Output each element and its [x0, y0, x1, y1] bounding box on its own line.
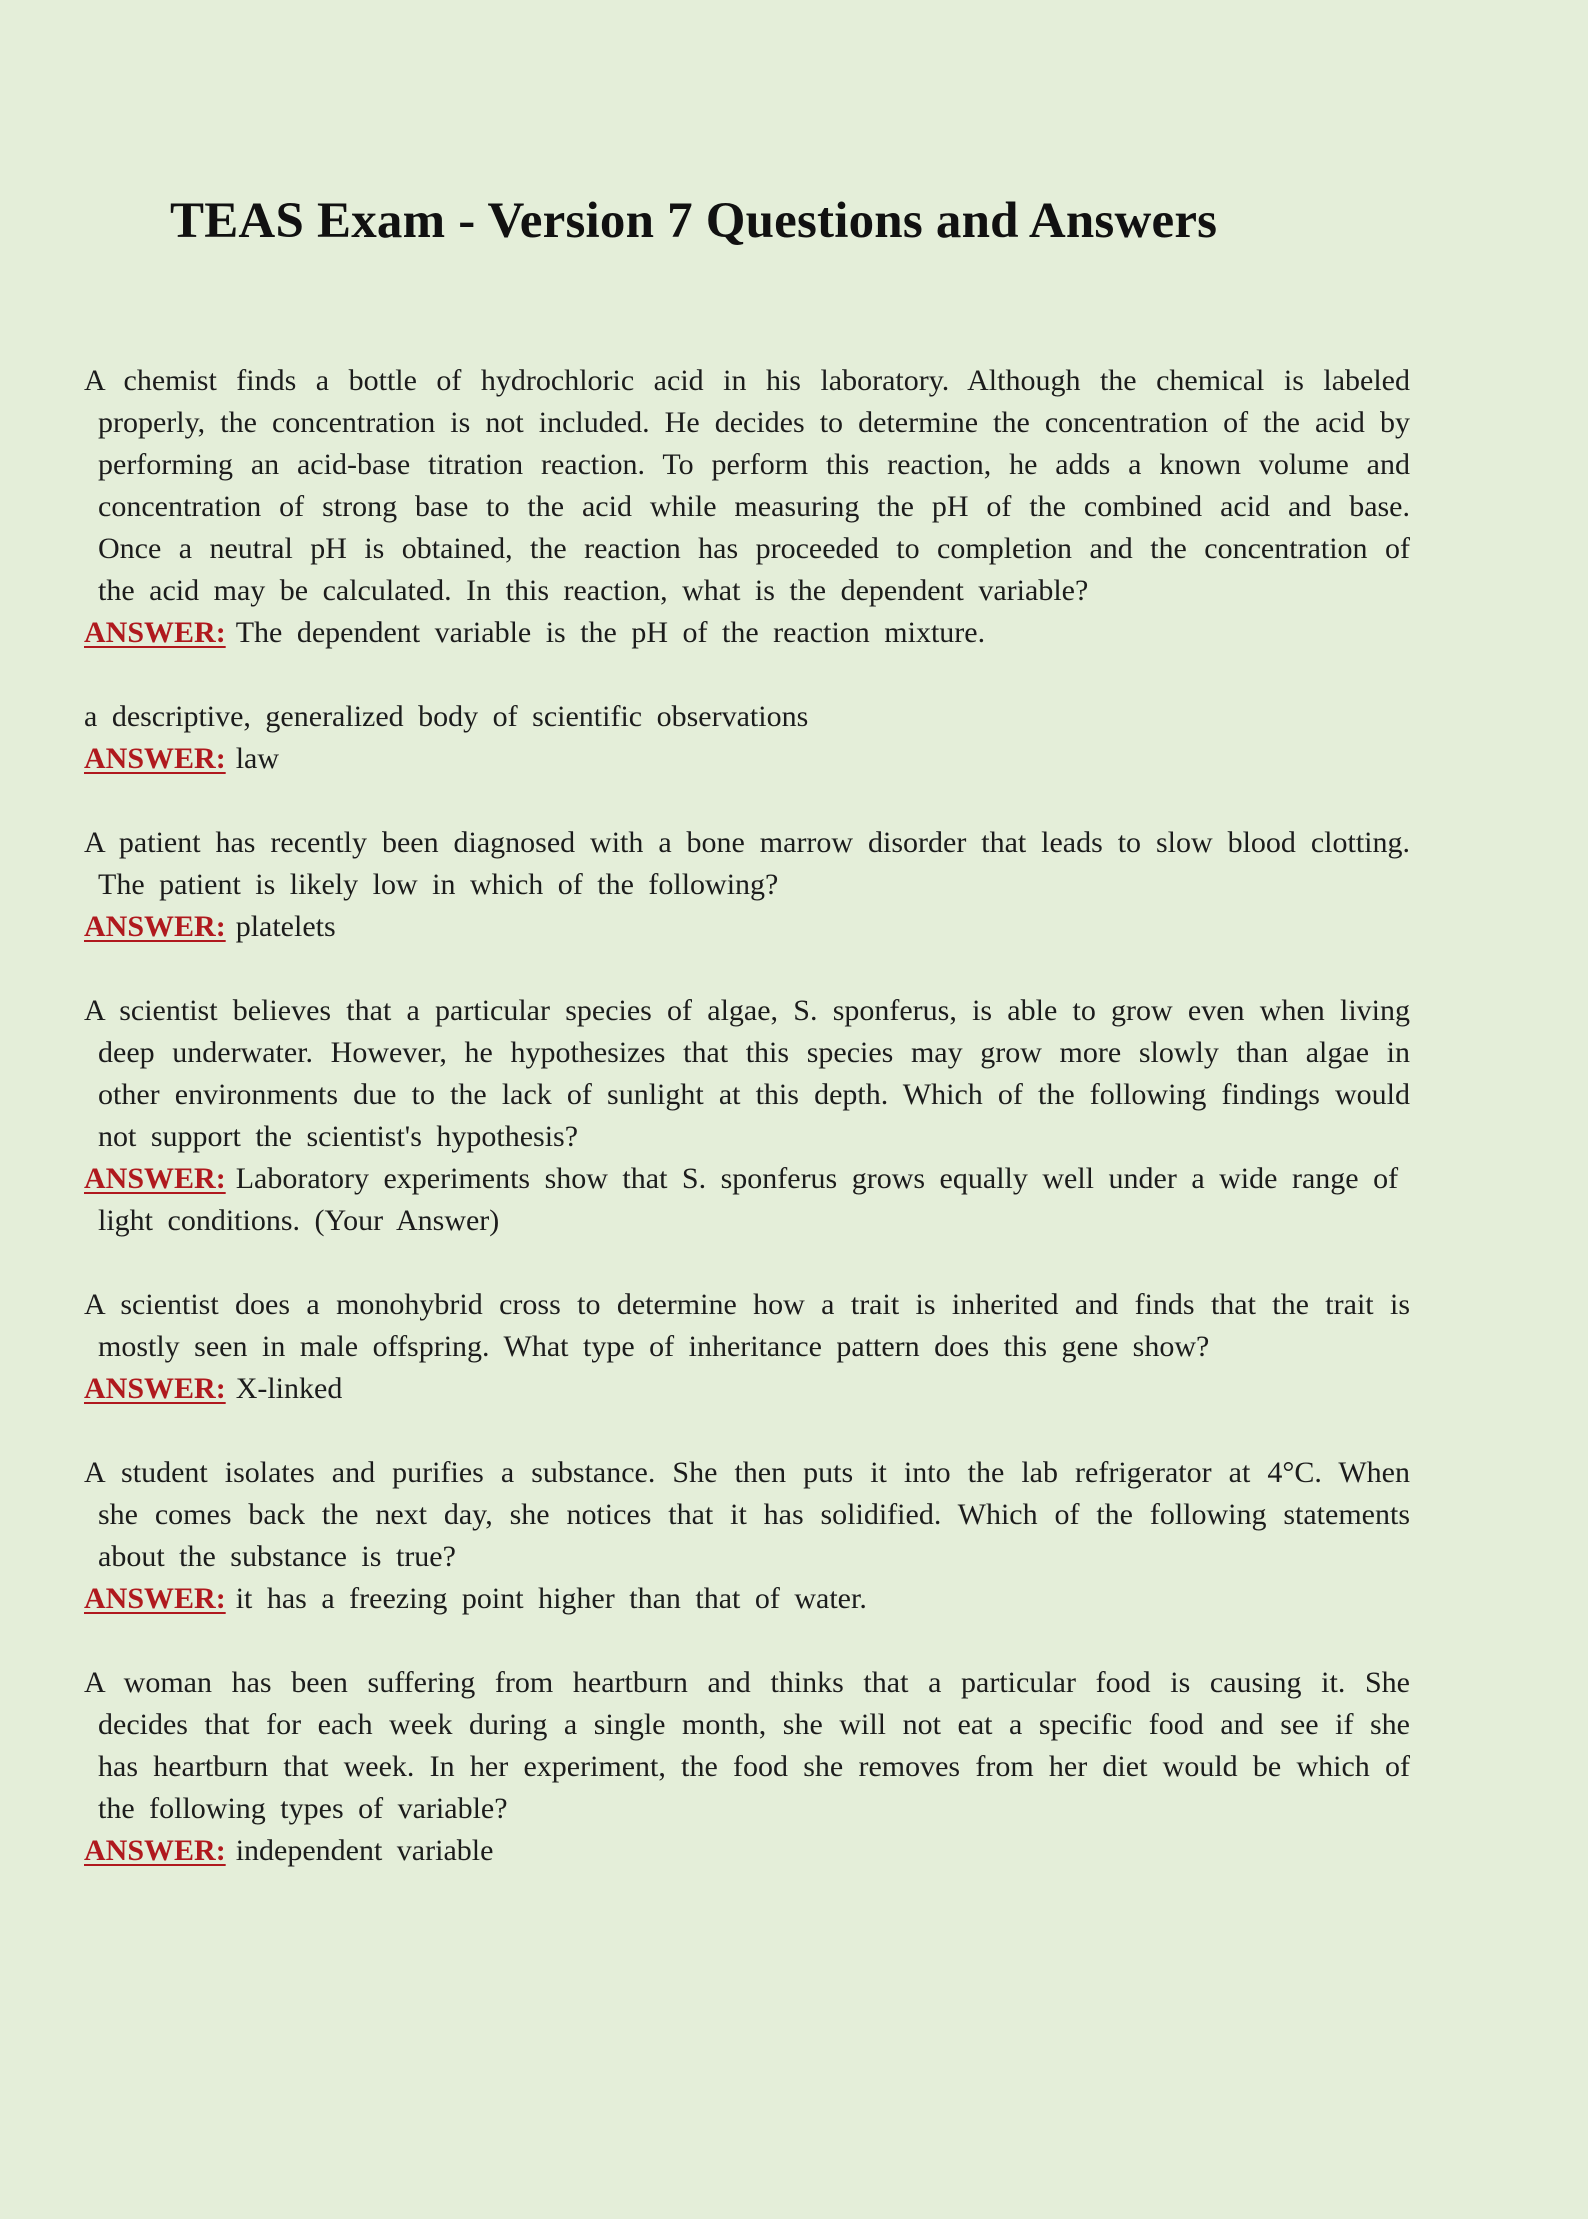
answer-text: it has a freezing point higher than that of water. — [235, 1582, 867, 1615]
qa-item-5 — [84, 1284, 1410, 1410]
page-title: TEAS Exam - Version 7 Questions and Answers — [170, 193, 1218, 249]
answer-label: ANSWER: — [84, 910, 226, 943]
answer-line — [84, 738, 1410, 780]
answer-text: platelets — [235, 910, 336, 943]
answer-label: ANSWER: — [84, 1834, 226, 1867]
answer-label: ANSWER: — [84, 1162, 226, 1195]
qa-item-6 — [84, 1452, 1410, 1620]
answer-line — [84, 906, 1410, 948]
answer-text: law — [235, 742, 280, 775]
answer-label: ANSWER: — [84, 742, 226, 775]
answer-text: Laboratory experiments show that S. sponferus grows equally well under a wide range of light conditions. (Your Answer) — [98, 1162, 1399, 1237]
answer-text: independent variable — [235, 1834, 494, 1867]
answer-line — [84, 1158, 1410, 1242]
answer-text: X-linked — [235, 1372, 343, 1405]
question-text: a descriptive, generalized body of scientific observations — [84, 700, 809, 733]
qa-item-2 — [84, 696, 1410, 780]
answer-text: The dependent variable is the pH of the reaction mixture. — [235, 616, 986, 649]
qa-item-4 — [84, 990, 1410, 1242]
question-text: A woman has been suffering from heartburn and thinks that a particular food is causing it. She decides that for each week during a single month, she will not eat a specific food and see if she has heartburn that week. In her experiment, the food she removes from her diet would be which of the following types of variable? — [84, 1666, 1410, 1825]
answer-label: ANSWER: — [84, 1372, 226, 1405]
question-text: A patient has recently been diagnosed with a bone marrow disorder that leads to slow blood clotting. The patient is likely low in which of the following? — [84, 826, 1410, 901]
question-text: A scientist believes that a particular species of algae, S. sponferus, is able to grow even when living deep underwater. However, he hypothesizes that this species may grow more slowly than algae in other environments due to the lack of sunlight at this depth. Which of the following findings would not support the scientist's hypothesis? — [84, 994, 1410, 1153]
answer-line — [84, 1830, 1410, 1872]
answer-label: ANSWER: — [84, 1582, 226, 1615]
question-text: A student isolates and purifies a substance. She then puts it into the lab refrigerator at 4°C. When she comes back the next day, she notices that it has solidified. Which of the following statements about the substance is true? — [84, 1456, 1410, 1573]
qa-item-7 — [84, 1662, 1410, 1872]
answer-line — [84, 1578, 1410, 1620]
qa-item-1 — [84, 360, 1410, 654]
question-text: A chemist finds a bottle of hydrochloric acid in his laboratory. Although the chemical is labeled properly, the concentration is not included. He decides to determine the concentration of the acid by performing an acid-base titration reaction. To perform this reaction, he adds a known volume and concentration of strong base to the acid while measuring the pH of the combined acid and base. Once a neutral pH is obtained, the reaction has proceeded to completion and the concentration of the acid may be calculated. In this reaction, what is the dependent variable? — [84, 364, 1410, 607]
answer-label: ANSWER: — [84, 616, 226, 649]
qa-item-3 — [84, 822, 1410, 948]
answer-line — [84, 612, 1410, 654]
question-text: A scientist does a monohybrid cross to determine how a trait is inherited and finds that the trait is mostly seen in male offspring. What type of inheritance pattern does this gene show? — [84, 1288, 1410, 1363]
answer-line — [84, 1368, 1410, 1410]
